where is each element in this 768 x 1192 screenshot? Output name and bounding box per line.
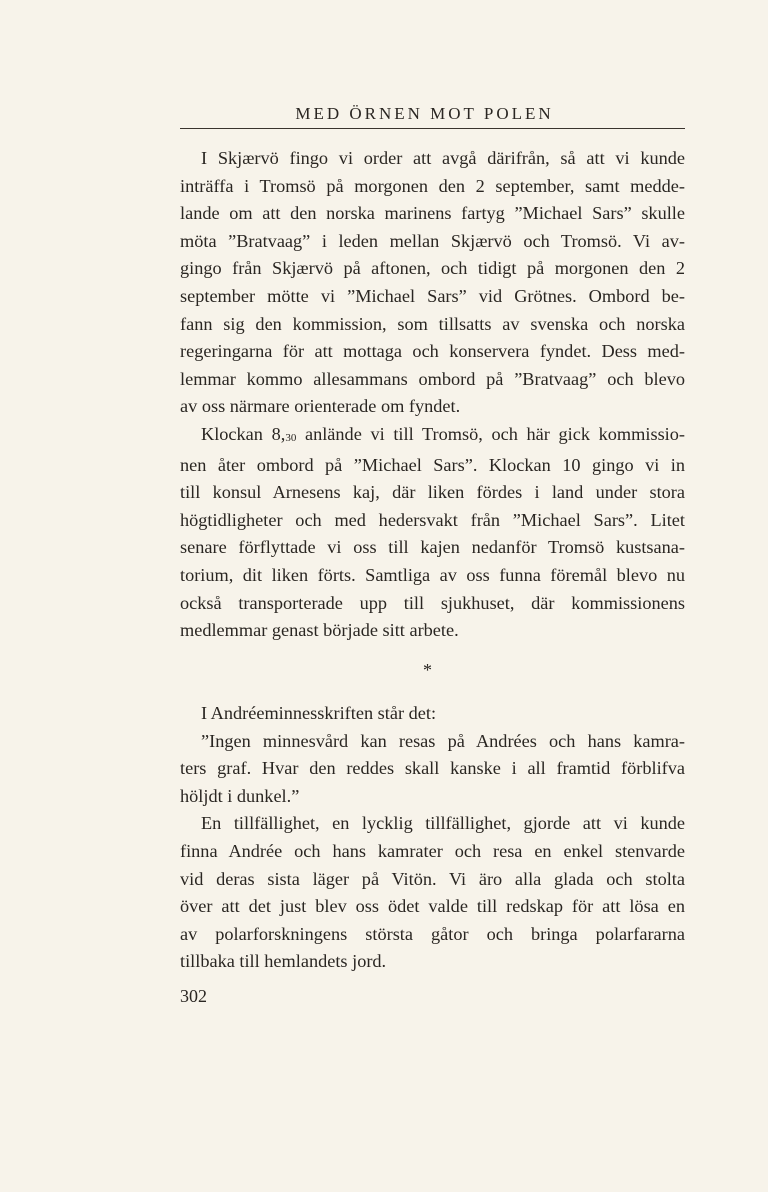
running-head: MED ÖRNEN MOT POLEN xyxy=(295,104,554,123)
text-line: torium, dit liken förts. Samtliga av oss funna föremål blevo nu xyxy=(180,564,685,585)
text-line: vid deras sista läger på Vitön. Vi äro alla glada och stolta xyxy=(180,868,685,889)
text-line: av oss närmare orienterade om fyndet. xyxy=(180,396,461,417)
text-line: ”Ingen minnesvård kan resas på Andrées och hans kamra- xyxy=(201,730,685,751)
text-line: Klockan 8,30 anlände vi till Tromsö, och här gick kommissio- xyxy=(201,423,685,444)
text-line: regeringarna för att mottaga och konservera fyndet. Dess med- xyxy=(180,341,685,362)
text-line: finna Andrée och hans kamrater och resa en enkel stenvarde xyxy=(180,840,685,861)
closing-paragraph xyxy=(180,810,685,976)
text-line: I Skjærvö fingo vi order att avgå därifrån, så att vi kunde xyxy=(201,148,685,168)
text-line: lemmar kommo allesammans ombord på ”Bratvaag” och blevo xyxy=(180,368,685,389)
text-line: högtidligheter och med hedersvakt från ”Michael Sars”. Litet xyxy=(180,509,685,530)
section-1 xyxy=(180,145,685,645)
quote xyxy=(180,728,685,811)
text-line: inträffa i Tromsö på morgonen den 2 september, samt medde- xyxy=(180,175,685,196)
page-number: 302 xyxy=(180,986,207,1006)
text-line: september mötte vi ”Michael Sars” vid Grötnes. Ombord be- xyxy=(180,285,685,306)
text-line: lande om att den norska marinens fartyg ”Michael Sars” skulle xyxy=(180,203,685,224)
header-rule xyxy=(180,128,685,129)
text-line: senare förflyttade vi oss till kajen nedanför Tromsö kustsana- xyxy=(180,537,685,558)
intro-line: I Andréeminnesskriften står det: xyxy=(201,703,437,723)
text-line: höljdt i dunkel.” xyxy=(180,785,300,806)
text-line: fann sig den kommission, som tillsatts av svenska och norska xyxy=(180,313,685,334)
paragraph-2 xyxy=(180,421,685,645)
section-2 xyxy=(180,700,685,976)
text-line: medlemmar genast började sitt arbete. xyxy=(180,620,459,641)
text-line: till konsul Arnesens kaj, där liken fördes i land under stora xyxy=(180,482,685,503)
section-separator: * xyxy=(423,660,432,680)
text-line: möta ”Bratvaag” i leden mellan Skjærvö och Tromsö. Vi av- xyxy=(180,230,685,251)
text-line: över att det just blev oss ödet valde till redskap för att lösa en xyxy=(180,896,685,917)
text-line: gingo från Skjærvö på aftonen, och tidigt på morgonen den 2 xyxy=(180,258,685,279)
text-line: En tillfällighet, en lycklig tillfällighet, gjorde att vi kunde xyxy=(201,813,685,834)
text-line: ters graf. Hvar den reddes skall kanske i all framtid förblifva xyxy=(180,758,685,779)
text-line: också transporterade upp till sjukhuset, där kommissionens xyxy=(180,592,685,613)
text-line: tillbaka till hemlandets jord. xyxy=(180,951,387,972)
paragraph-1 xyxy=(180,145,685,421)
text-line: av polarforskningens största gåtor och bringa polarfararna xyxy=(180,923,685,944)
text-line: nen åter ombord på ”Michael Sars”. Klockan 10 gingo vi in xyxy=(180,454,685,475)
